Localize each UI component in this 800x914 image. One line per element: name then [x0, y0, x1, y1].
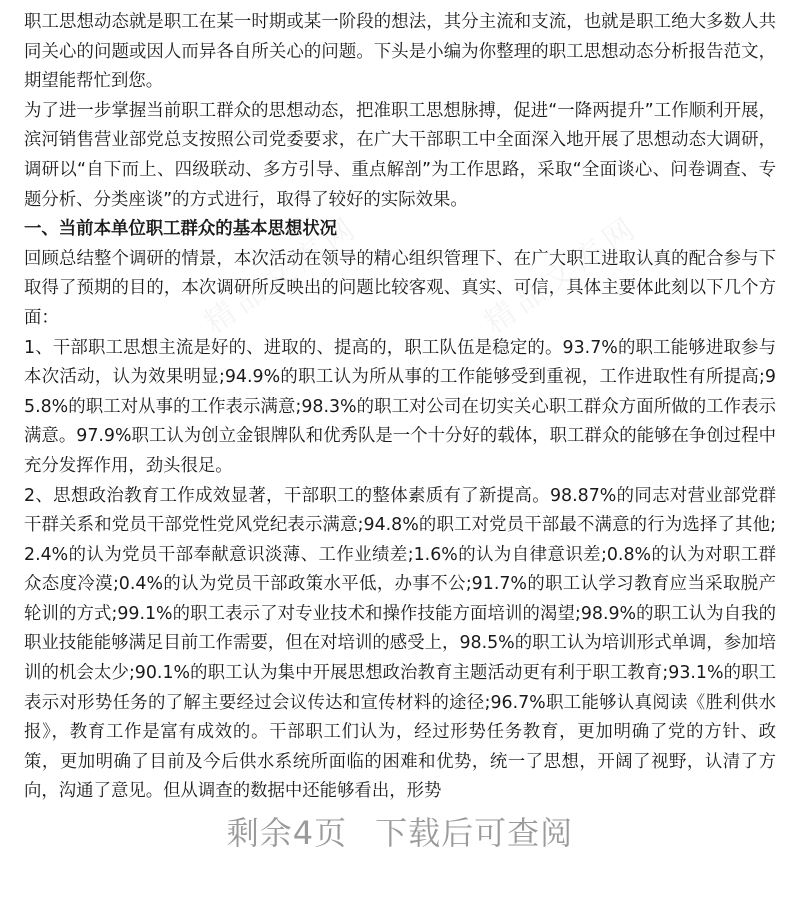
section-paragraph: 2、思想政治教育工作成效显著，干部职工的整体素质有了新提高。98.87%的同志对营业部党群干群关系和党员干部党性党风党纪表示满意;94.8%的职工对党员干部最不满意的行为选择了其他;2.4%的认为党员干部奉献意识淡薄、工作业绩差;1.6%的认为自律意识差;0.8%的认为对职工群众态度冷漠;0.4%的认为党员干部政策水平低，办事不公;91.7%的职工认学习教育应当采取脱产轮训的方式;99.1%的职工表示了对专业技术和操作技能方面培训的渴望;98.9%的职工认为自我的职业技能能够满足目前工作需要，但在对培训的感受上，98.5%的职工认为培训形式单调，参加培训的机会太少;90.1%的职工认为集中开展思想政治教育主题活动更有利于职工教育;93.1%的职工表示对形势任务的了解主要经过会议传达和宣传材料的途径;96.7%职工能够认真阅读《胜利供水报》，教育工作是富有成效的。干部职工们认为，经过形势任务教育，更加明确了党的方针、政策，更加明确了目前及今后供水系统所面临的困难和优势，统一了思想，开阔了视野，认清了方向，沟通了意见。但从调查的数据中还能够看出，形势: [24, 485, 776, 802]
download-prompt[interactable]: [0, 808, 800, 854]
background-paragraph: 为了进一步掌握当前职工群众的思想动态，把准职工思想脉搏，促进“一降两提升”工作顺利开展，滨河销售营业部党总支按照公司党委要求，在广大干部职工中全面深入地开展了思想动态大调研，调研以“自下而上、四级联动、多方引导、重点解剖”为工作思路，采取“全面谈心、问卷调查、专题分析、分类座谈”的方式进行，取得了较好的实际效果。: [24, 100, 776, 210]
document-body: [24, 8, 776, 807]
section-heading: 一、当前本单位职工群众的基本思想状况: [24, 219, 338, 240]
download-action-label[interactable]: 下载后可查阅: [375, 814, 574, 852]
remaining-pages-label: 剩余4页: [226, 814, 348, 852]
section-paragraph: 1、干部职工思想主流是好的、进取的、提高的，职工队伍是稳定的。93.7%的职工能够进取参与本次活动，认为效果明显;94.9%的职工认为所从事的工作能够受到重视，工作进取性有所提高;95.8%的职工对从事的工作表示满意;98.3%的职工对公司在切实关心职工群众方面所做的工作表示满意。97.9%职工认为创立金银牌队和优秀队是一个十分好的载体，职工群众的能够在争创过程中充分发挥作用，劲头很足。: [24, 337, 776, 476]
section-paragraph: 回顾总结整个调研的情景，本次活动在领导的精心组织管理下、在广大职工进取认真的配合参与下取得了预期的目的，本次调研所反映出的问题比较客观、真实、可信，具体主要体此刻以下几个方面：: [24, 248, 776, 328]
intro-paragraph: 职工思想动态就是职工在某一时期或某一阶段的想法，其分主流和支流，也就是职工绝大多数人共同关心的问题或因人而异各自所关心的问题。下头是小编为你整理的职工思想动态分析报告范文，期望能帮忙到您。: [24, 12, 776, 92]
